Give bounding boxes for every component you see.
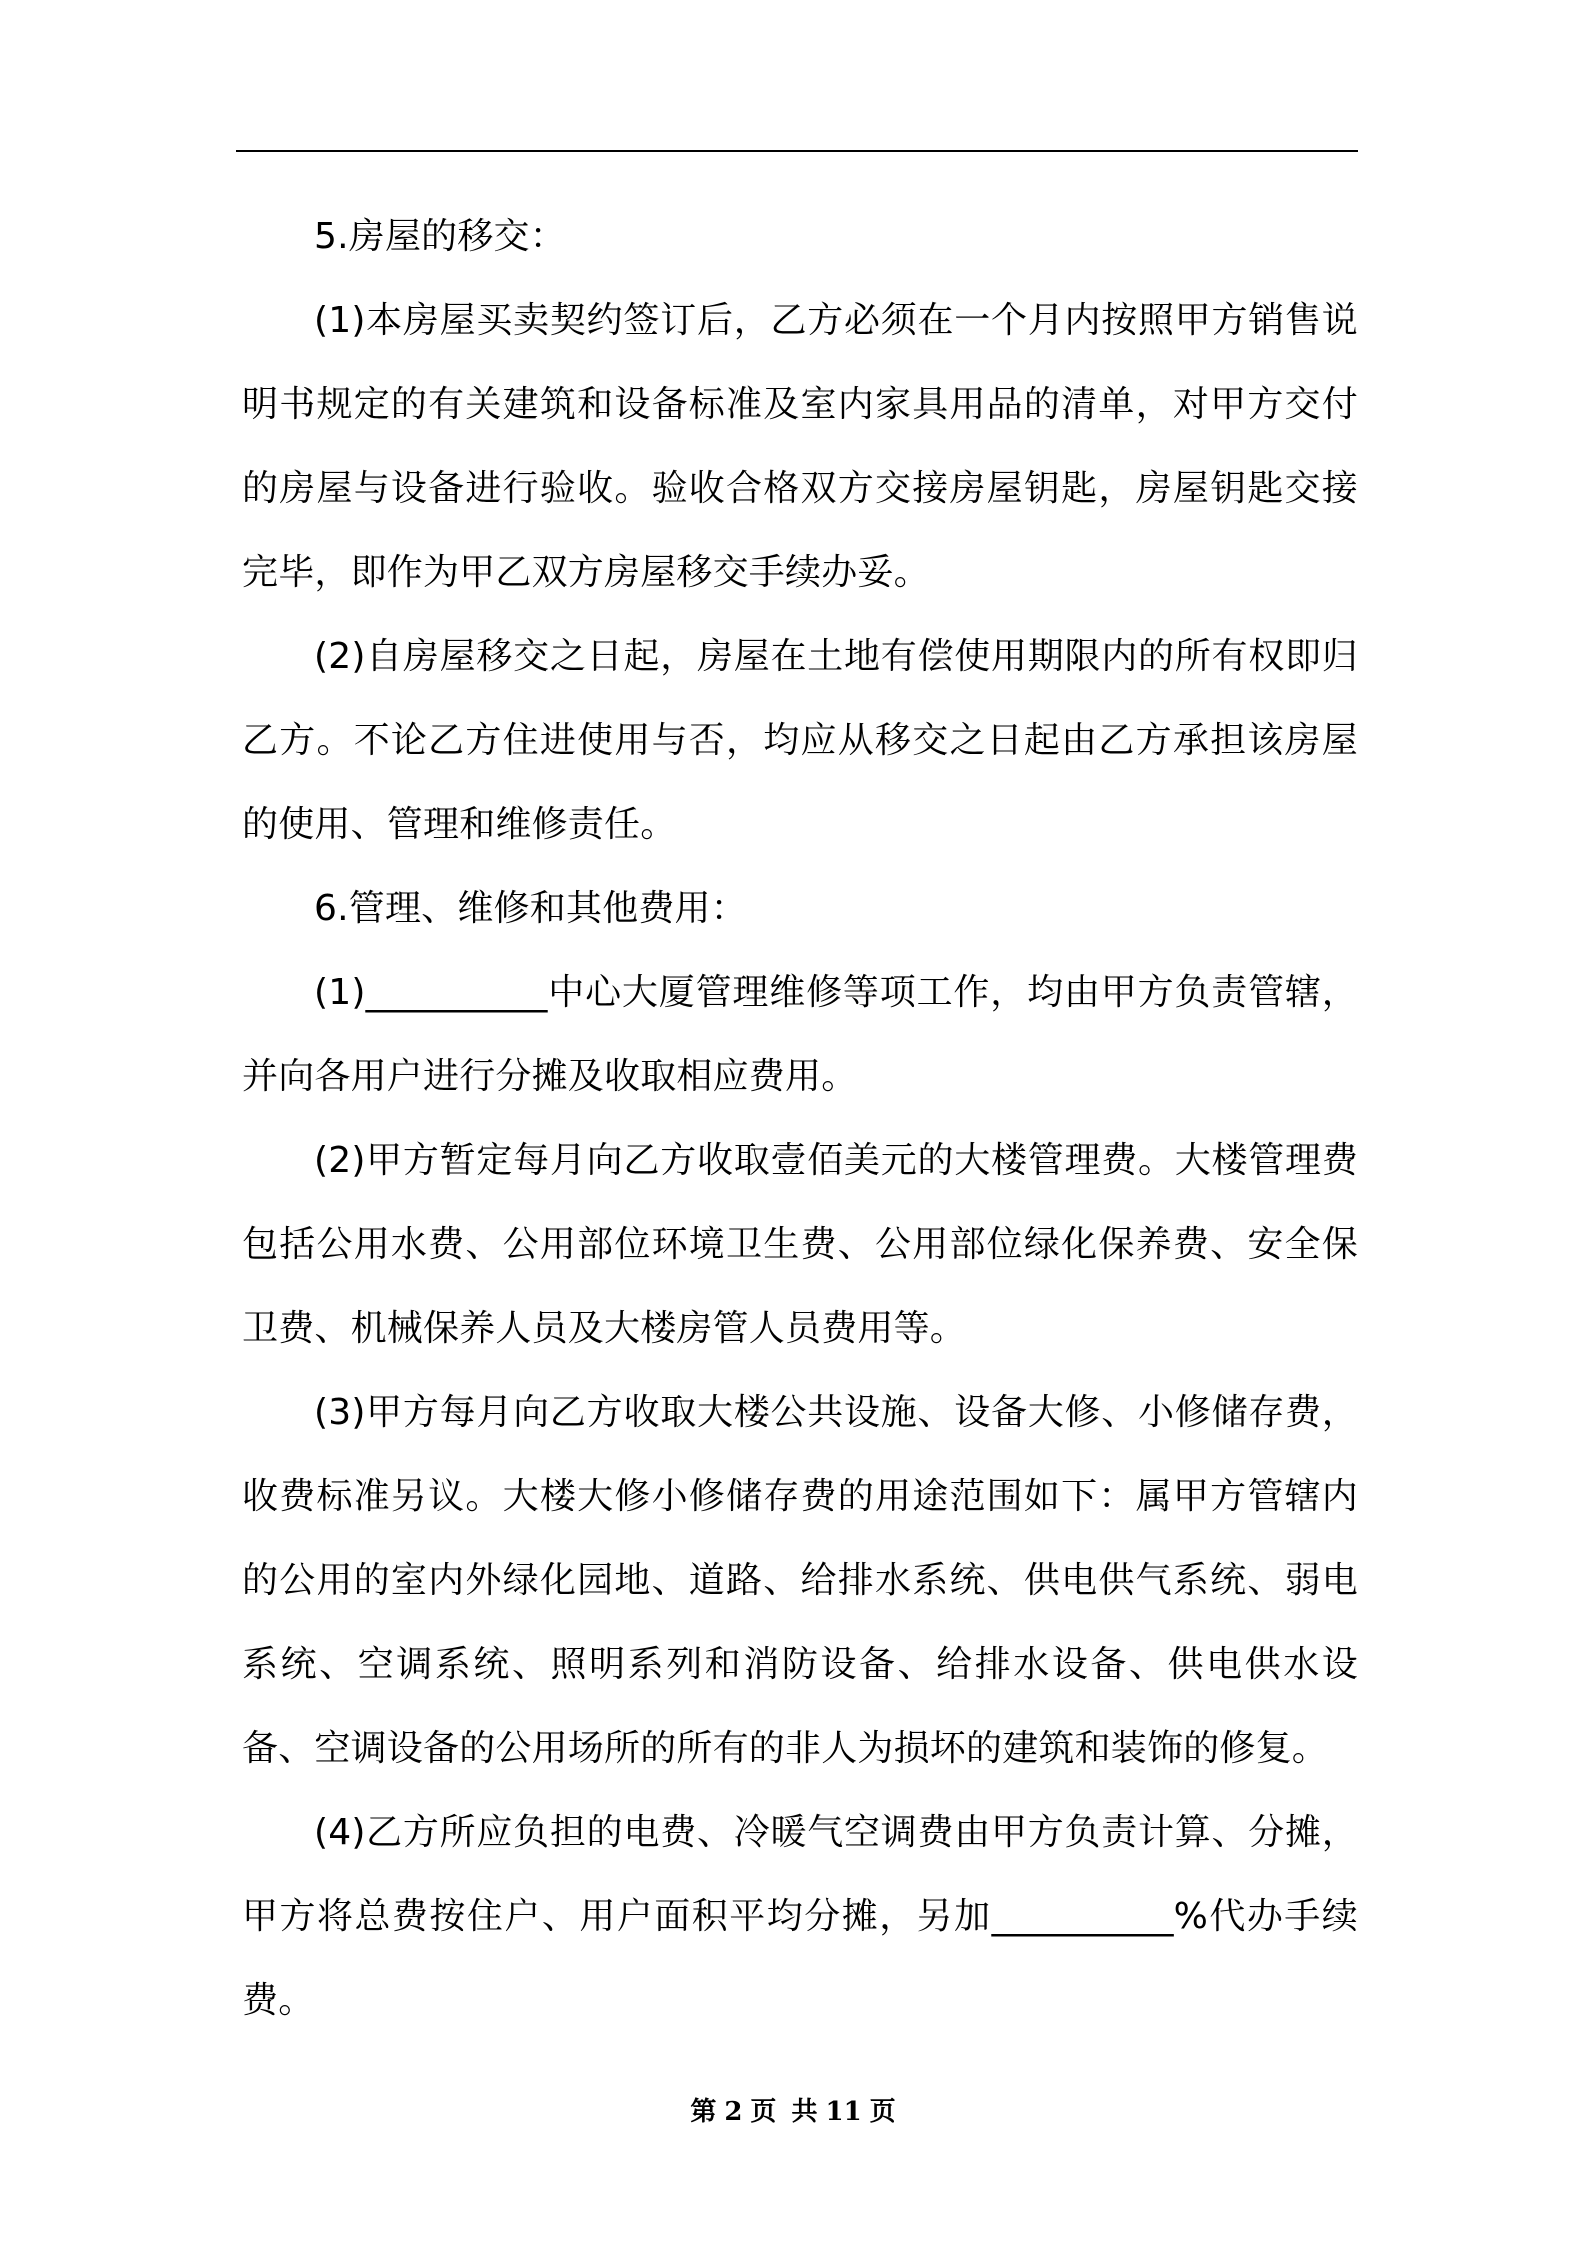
document-body xyxy=(242,195,1358,2043)
paragraph: (2)甲方暂定每月向乙方收取壹佰美元的大楼管理费。大楼管理费包括公用水费、公用部位环境卫生费、公用部位绿化保养费、安全保卫费、机械保养人员及大楼房管人员费用等。 xyxy=(242,1140,1358,1349)
footer-prefix: 第 xyxy=(690,2097,717,2127)
footer-middle: 页 共 xyxy=(750,2097,818,2127)
header-rule xyxy=(236,150,1358,152)
paragraph: (1)本房屋买卖契约签订后，乙方必须在一个月内按照甲方销售说明书规定的有关建筑和设备标准及室内家具用品的清单，对甲方交付的房屋与设备进行验收。验收合格双方交接房屋钥匙，房屋钥匙交接完毕，即作为甲乙双方房屋移交手续办妥。 xyxy=(242,300,1358,593)
page-footer xyxy=(0,2092,1586,2132)
paragraph: (2)自房屋移交之日起，房屋在土地有偿使用期限内的所有权即归乙方。不论乙方住进使用与否，均应从移交之日起由乙方承担该房屋的使用、管理和维修责任。 xyxy=(242,636,1358,845)
page-number: 2 xyxy=(724,2097,743,2127)
page-total: 11 xyxy=(825,2097,862,2127)
paragraph: (4)乙方所应负担的电费、冷暖气空调费由甲方负责计算、分摊，甲方将总费按住户、用户面积平均分摊，另加__________%代办手续费。 xyxy=(242,1812,1358,2021)
paragraph: (3)甲方每月向乙方收取大楼公共设施、设备大修、小修储存费，收费标准另议。大楼大修小修储存费的用途范围如下：属甲方管辖内的公用的室内外绿化园地、道路、给排水系统、供电供气系统、弱电系统、空调系统、照明系列和消防设备、给排水设备、供电供水设备、空调设备的公用场所的所有的非人为损坏的建筑和装饰的修复。 xyxy=(242,1392,1358,1769)
paragraph: (1)__________中心大厦管理维修等项工作，均由甲方负责管辖，并向各用户进行分摊及收取相应费用。 xyxy=(242,972,1358,1097)
section-heading-management-fees: 6.管理、维修和其他费用： xyxy=(314,888,747,929)
section-heading-handover: 5.房屋的移交： xyxy=(314,216,566,257)
footer-suffix: 页 xyxy=(869,2097,896,2127)
